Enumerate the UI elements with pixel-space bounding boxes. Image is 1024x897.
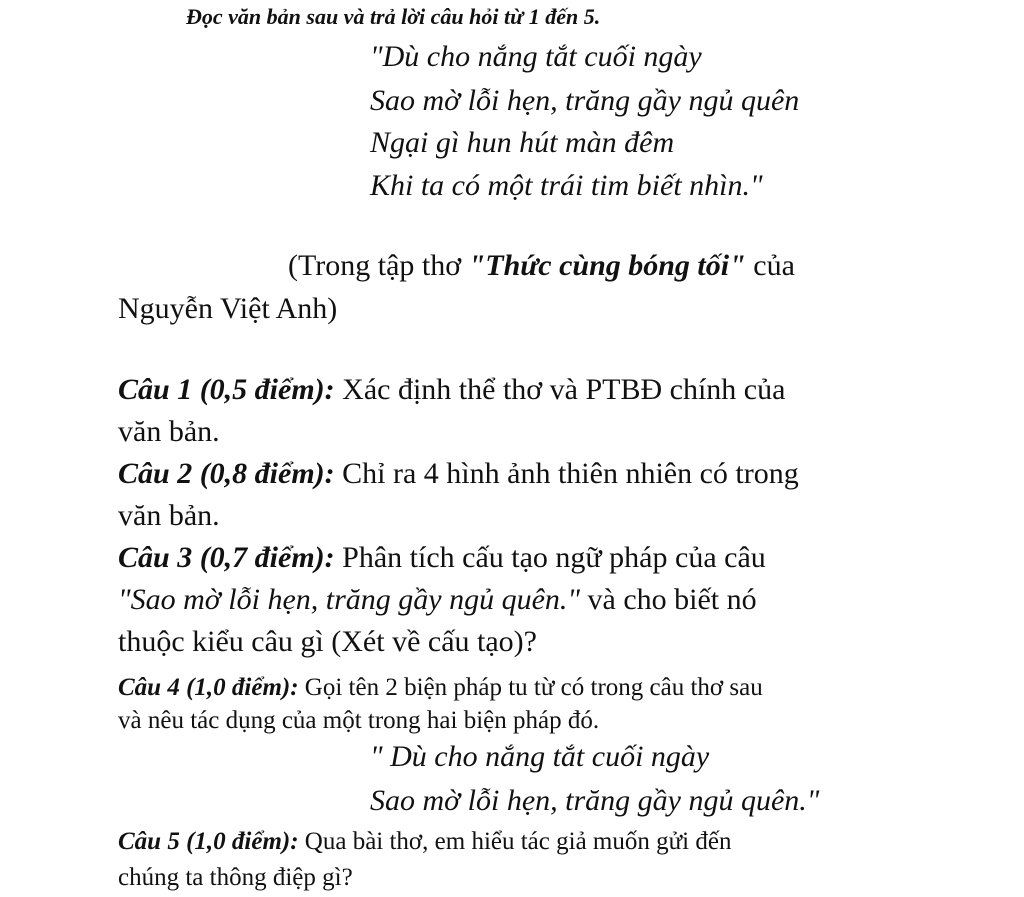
source-suffix: của bbox=[745, 249, 795, 282]
question-2 bbox=[118, 459, 799, 489]
source-title: "Thức cùng bóng tối" bbox=[468, 249, 746, 282]
question-label: Câu 2 (0,8 điểm): bbox=[118, 457, 335, 490]
question-text: và nêu tác dụng của một trong hai biện pháp đó. bbox=[118, 707, 600, 734]
question-1 bbox=[118, 375, 785, 405]
question-label: Câu 3 (0,7 điểm): bbox=[118, 541, 335, 574]
question-label: Câu 4 (1,0 điểm): bbox=[118, 674, 299, 701]
question-label: Câu 1 (0,5 điểm): bbox=[118, 373, 335, 406]
question-quote: "Sao mờ lỗi hẹn, trăng gầy ngủ quên." bbox=[118, 583, 580, 616]
question-quote: Sao mờ lỗi hẹn, trăng gầy ngủ quên." bbox=[370, 784, 820, 817]
source-author: Nguyễn Việt Anh) bbox=[118, 292, 338, 325]
poem-line: Ngại gì hun hút màn đêm bbox=[370, 126, 675, 159]
source-line bbox=[288, 251, 795, 281]
poem-line: Sao mờ lỗi hẹn, trăng gầy ngủ quên bbox=[370, 84, 800, 117]
question-text: chúng ta thông điệp gì? bbox=[118, 864, 353, 891]
question-text: Chỉ ra 4 hình ảnh thiên nhiên có trong bbox=[334, 457, 799, 490]
question-4 bbox=[118, 675, 763, 700]
question-label: Câu 5 (1,0 điểm): bbox=[118, 828, 299, 855]
question-text: Qua bài thơ, em hiểu tác giả muốn gửi đến bbox=[298, 828, 732, 855]
question-quote: " Dù cho nắng tắt cuối ngày bbox=[370, 740, 710, 773]
question-text: văn bản. bbox=[118, 499, 220, 532]
question-text: văn bản. bbox=[118, 415, 220, 448]
question-text: Gọi tên 2 biện pháp tu từ có trong câu thơ sau bbox=[298, 674, 763, 701]
source-prefix: (Trong tập thơ bbox=[288, 249, 469, 282]
question-3 bbox=[118, 543, 766, 573]
question-text: và cho biết nó bbox=[580, 583, 757, 616]
poem-line: Khi ta có một trái tim biết nhìn." bbox=[370, 169, 763, 202]
question-text: Xác định thể thơ và PTBĐ chính của bbox=[334, 373, 786, 406]
question-5 bbox=[118, 829, 731, 854]
question-text: Phân tích cấu tạo ngữ pháp của câu bbox=[334, 541, 766, 574]
poem-line: "Dù cho nắng tắt cuối ngày bbox=[370, 40, 702, 73]
question-3-line2 bbox=[118, 585, 757, 615]
instruction: Đọc văn bản sau và trả lời câu hỏi từ 1 đến 5. bbox=[186, 4, 601, 29]
question-text: thuộc kiểu câu gì (Xét về cấu tạo)? bbox=[118, 625, 537, 658]
